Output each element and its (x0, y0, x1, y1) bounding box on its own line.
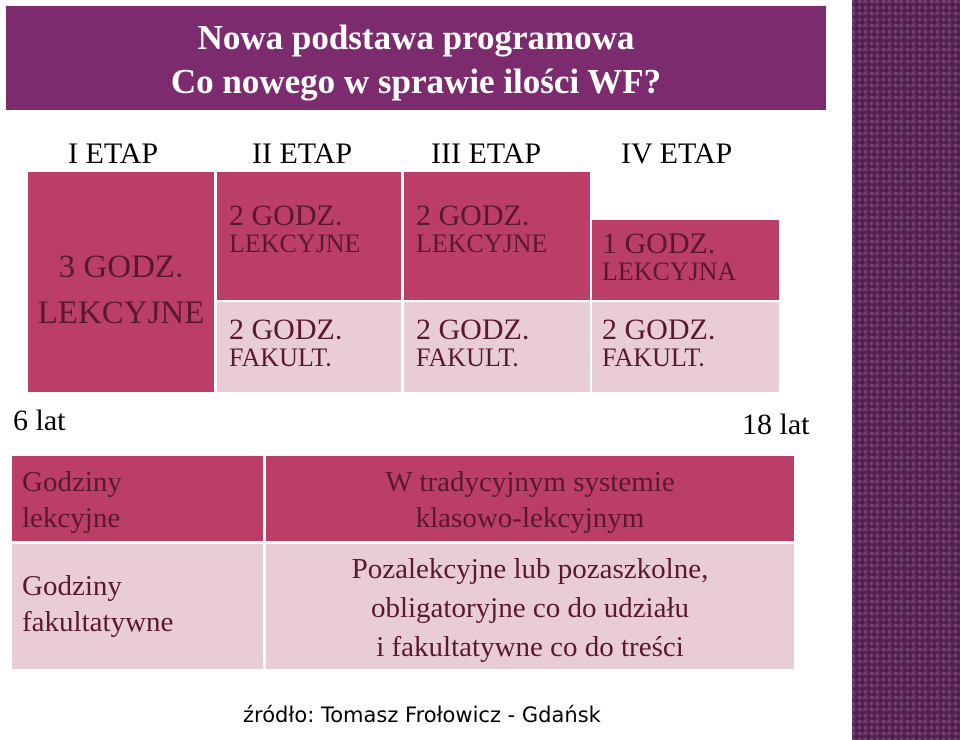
source-caption: źródło: Tomasz Frołowicz - Gdańsk (243, 703, 601, 727)
legend-elective-label-line2: fakultatywne (22, 606, 174, 638)
stage4-elective-type: FAKULT. (602, 343, 705, 372)
legend-elective-label-line1: Godziny (22, 570, 122, 602)
legend-elective-desc-line1: Pozalekcyjne lub pozaszkolne, (351, 553, 709, 585)
stage2-lesson-type: LEKCYJNE (229, 229, 361, 258)
stage2-lesson-hours: 2 GODZ. (229, 199, 343, 232)
stage-header-2: II ETAP (252, 137, 353, 170)
title-line-2: Co nowego w sprawie ilości WF? (170, 62, 662, 101)
stage3-elective-type: FAKULT. (416, 343, 519, 372)
title-line-1: Nowa podstawa programowa (197, 18, 635, 57)
stage-header-4: IV ETAP (621, 137, 733, 170)
stage2-elective-type: FAKULT. (229, 343, 332, 372)
decorative-side-strip (849, 0, 960, 740)
stage-header-1: I ETAP (68, 137, 159, 170)
legend-lesson-desc-line1: W tradycyjnym systemie (385, 466, 675, 498)
stage2-lesson-block (217, 172, 401, 300)
legend-lesson-label (12, 456, 263, 541)
stage3-lesson-block (404, 172, 590, 300)
legend-elective-desc-line2: obligatoryjne co do udziału (370, 592, 690, 624)
stage3-elective-hours: 2 GODZ. (416, 313, 530, 346)
stage2-elective-block (217, 302, 401, 392)
stage4-lesson-block (592, 220, 779, 300)
age-end: 18 lat (742, 408, 810, 441)
age-start: 6 lat (13, 404, 66, 437)
legend-elective-description (266, 544, 794, 669)
legend-elective-label (12, 544, 263, 669)
stage4-elective-block (592, 302, 779, 392)
title-banner (6, 6, 826, 110)
stage3-lesson-hours: 2 GODZ. (416, 199, 530, 232)
stage1-hours: 3 GODZ. (58, 249, 184, 285)
stage4-lesson-type: LEKCYJNA (602, 257, 737, 286)
stage4-elective-hours: 2 GODZ. (602, 313, 716, 346)
stage-header-3: III ETAP (431, 137, 542, 170)
legend-lesson-desc-line2: klasowo-lekcyjnym (415, 502, 645, 534)
stage3-elective-block (404, 302, 590, 392)
legend-elective-desc-line3: i fakultatywne co do treści (376, 631, 684, 663)
stage4-lesson-hours: 1 GODZ. (602, 227, 716, 260)
stage1-lesson-block (28, 172, 214, 392)
legend-lesson-label-line2: lekcyjne (22, 502, 121, 534)
stage3-lesson-type: LEKCYJNE (416, 229, 548, 258)
stage1-type: LEKCYJNE (37, 295, 205, 331)
legend-lesson-label-line1: Godziny (22, 466, 122, 498)
legend-lesson-description (266, 456, 794, 541)
stage2-elective-hours: 2 GODZ. (229, 313, 343, 346)
